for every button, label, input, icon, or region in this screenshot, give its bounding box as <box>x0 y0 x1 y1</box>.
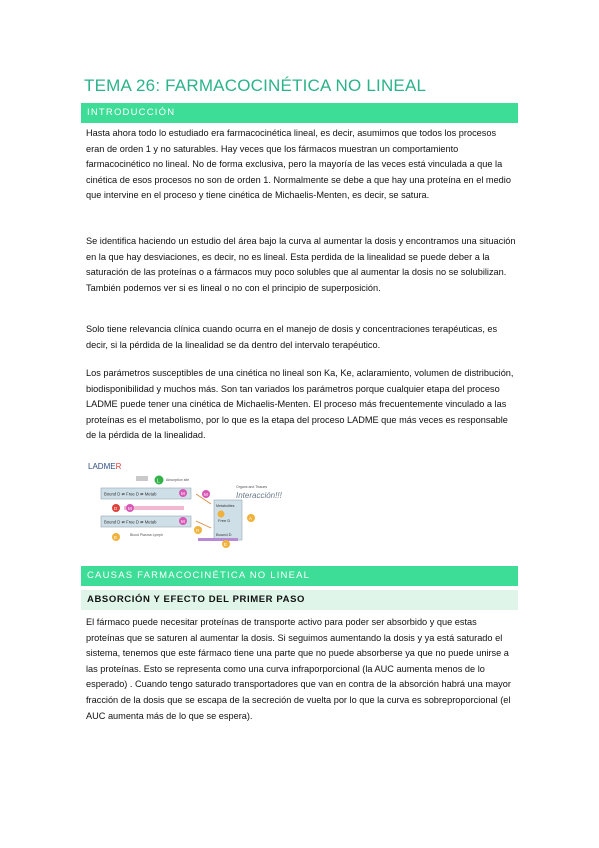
dosage-block <box>136 476 148 481</box>
svg-text:Absorption site: Absorption site <box>166 478 190 482</box>
svg-text:Organs and Tissues: Organs and Tissues <box>236 485 268 489</box>
svg-text:Blood Plasma Lymph: Blood Plasma Lymph <box>130 533 163 537</box>
page-title: TEMA 26: FARMACOCINÉTICA NO LINEAL <box>84 76 427 95</box>
svg-text:D: D <box>114 506 118 511</box>
svg-text:M: M <box>181 519 185 524</box>
interaction-label: Interacción!!! <box>236 491 282 500</box>
paragraph-intro-1: Hasta ahora todo lo estudiado era farmacocinética lineal, es decir, asumimos que todos los procesos eran de orden 1 y no saturables. Hay veces que los fármacos muestran un comportamiento farmacocinético no lineal. No de forma exclusiva, pero la mayoría de las veces está vinculada a que la cinética de esos procesos no son de orden 1. Normalmente se debe a que hay una proteína en el medio que intervine en el proceso y tiene cinética de Michaelis-Menten, es decir, se satura. <box>86 128 511 201</box>
svg-text:M: M <box>181 491 185 496</box>
badge-e-1 <box>218 511 225 518</box>
svg-text:Bound D ⇄ Free D ⇄ Metab: Bound D ⇄ Free D ⇄ Metab <box>104 519 157 525</box>
svg-text:A: A <box>249 516 253 521</box>
svg-text:Metabolites: Metabolites <box>216 504 235 508</box>
section-heading-introduccion: INTRODUCCIÓN <box>81 103 518 123</box>
section-heading-causas: CAUSAS FARMACOCINÉTICA NO LINEAL <box>81 566 518 586</box>
ladme-diagram <box>86 458 301 558</box>
svg-text:Bound D: Bound D <box>216 532 232 537</box>
svg-text:L: L <box>157 478 160 485</box>
paragraph-causas-1: El fármaco puede necesitar proteínas de transporte activo para poder ser absorbido y que estas proteínas que se saturen al aumentar la dosis. Si seguimos aumentando la dosis y ya está saturado el sistema, tenemos que este fármaco tiene una parte que no puede absorberse ya que no puede unirse a las proteínas. Esto se representa como una curva infraporporcional (la AUC aumenta menos de lo esperado) . Cuando tengo saturado transportadores que van en contra de la absorción habrá una mayor fracción de la dosis que se escapa de la secreción de vuelta por lo que la curva es sobreproporcional (el AUC aumenta más de lo que se espera). <box>86 617 511 721</box>
paragraph-intro-2: Se identifica haciendo un estudio del área bajo la curva al aumentar la dosis y encontramos una situación en la que hay desviaciones, es decir, no es lineal. Esta perdida de la linealidad se puede deber a la saturación de las proteínas o a fármacos muy poco solubles que al aumentar la dosis no se solubilizan. También podemos ver si es lineal o no con el principio de superposición. <box>86 236 516 293</box>
svg-text:R: R <box>196 528 200 533</box>
paragraph-intro-3: Solo tiene relevancia clínica cuando ocurra en el manejo de dosis y concentraciones terapéuticas, es decir, si la pérdida de la linealidad se da dentro del intervalo terapéutico. <box>86 324 498 350</box>
svg-text:E: E <box>114 535 118 540</box>
svg-text:M: M <box>204 492 208 497</box>
subsection-heading-absorcion: ABSORCIÓN Y EFECTO DEL PRIMER PASO <box>81 590 518 610</box>
svg-text:Free D: Free D <box>218 518 231 523</box>
paragraph-intro-4: Los parámetros susceptibles de una cinética no lineal son Ka, Ke, aclaramiento, volumen de distribución, biodisponibilidad y muchos más. Son tan variados los parámetros porque cualquier etapa del proceso LADME puede tener una cinética de Michaelis-Menten. El proceso más frecuentemente vinculado a las proteínas es el metabolismo, por lo que es la etapa del proceso LADME que más veces es responsable de la pérdida de la linealidad. <box>86 368 514 441</box>
ladme-title: LADMER <box>88 462 122 471</box>
svg-text:Bound D ⇄ Free D ⇄ Metab: Bound D ⇄ Free D ⇄ Metab <box>104 491 157 497</box>
ladme-figure <box>86 458 301 558</box>
svg-text:E: E <box>224 542 228 547</box>
svg-text:M: M <box>128 506 132 511</box>
purple-band <box>198 538 238 541</box>
